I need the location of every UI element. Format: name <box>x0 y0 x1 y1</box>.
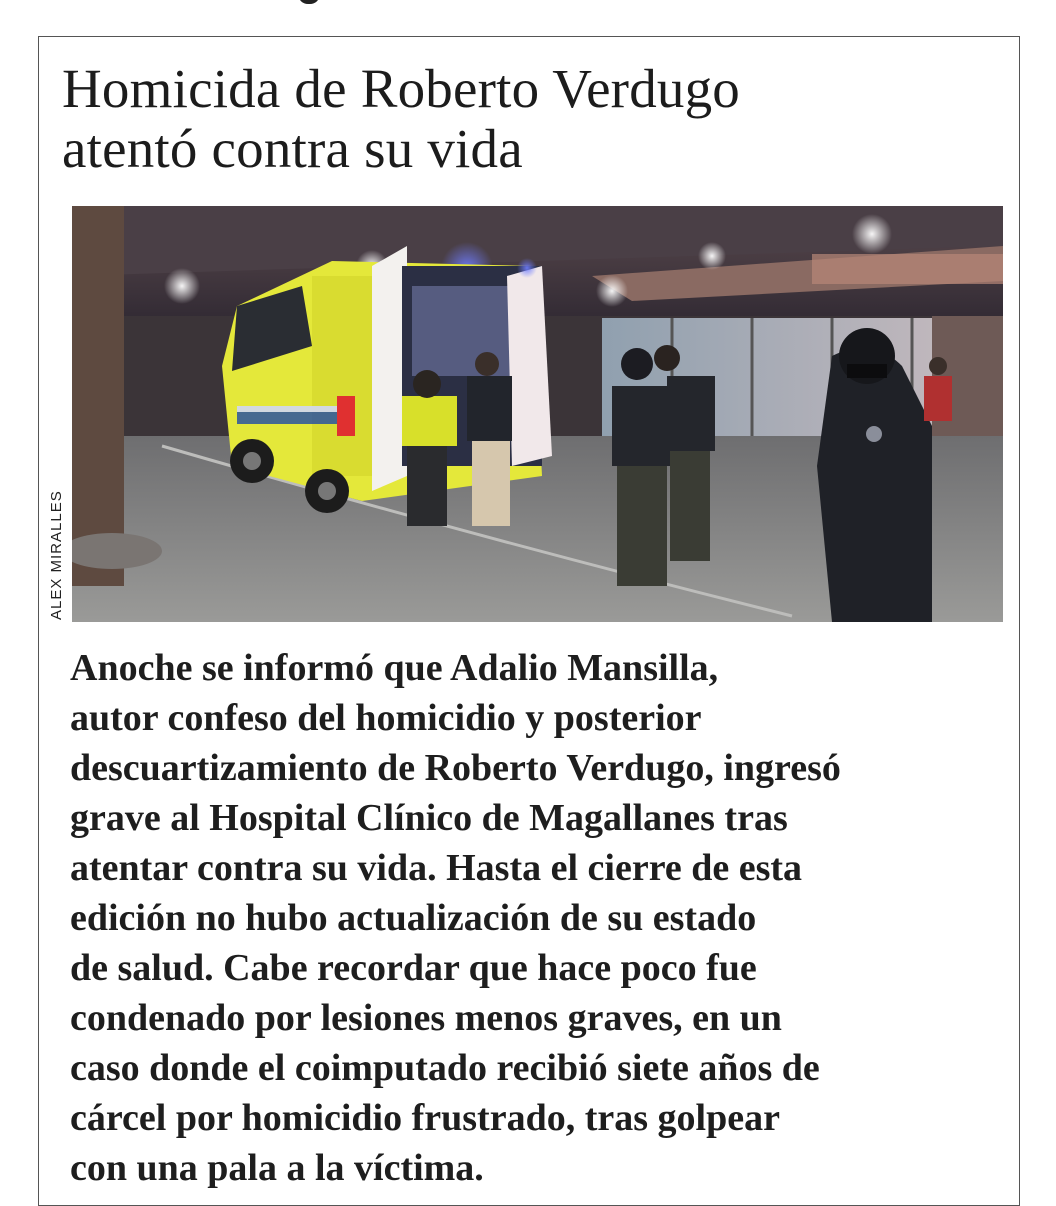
body-line: caso donde el coimputado recibió siete años de <box>70 1047 820 1089</box>
body-line: Anoche se informó que Adalio Mansilla, <box>70 647 719 689</box>
body-line: autor confeso del homicidio y posterior <box>70 697 702 739</box>
photo-credit: ALEX MIRALLES <box>48 490 65 620</box>
body-line: de salud. Cabe recordar que hace poco fue <box>70 947 757 989</box>
pillar <box>72 206 124 586</box>
ambulance-scene-illustration <box>72 206 1003 622</box>
news-article <box>38 36 1020 1206</box>
body-line: descuartizamiento de Roberto Verdugo, ingresó <box>70 747 841 789</box>
body-line: cárcel por homicidio frustrado, tras golpear <box>70 1097 780 1139</box>
body-line: condenado por lesiones menos graves, en un <box>70 997 782 1039</box>
headline <box>62 59 740 179</box>
body-line: con una pala a la víctima. <box>70 1147 484 1189</box>
body-line: atentar contra su vida. Hasta el cierre de esta <box>70 847 803 889</box>
body-line: edición no hubo actualización de su estado <box>70 897 757 939</box>
headline-line-2: atentó contra su vida <box>62 118 523 179</box>
news-photo <box>72 206 1003 622</box>
body-line: grave al Hospital Clínico de Magallanes tras <box>70 797 788 839</box>
previous-article-fragment <box>298 0 320 4</box>
article-body <box>70 643 1005 1193</box>
person-civilian <box>467 352 512 526</box>
headline-line-1: Homicida de Roberto Verdugo <box>62 58 740 119</box>
